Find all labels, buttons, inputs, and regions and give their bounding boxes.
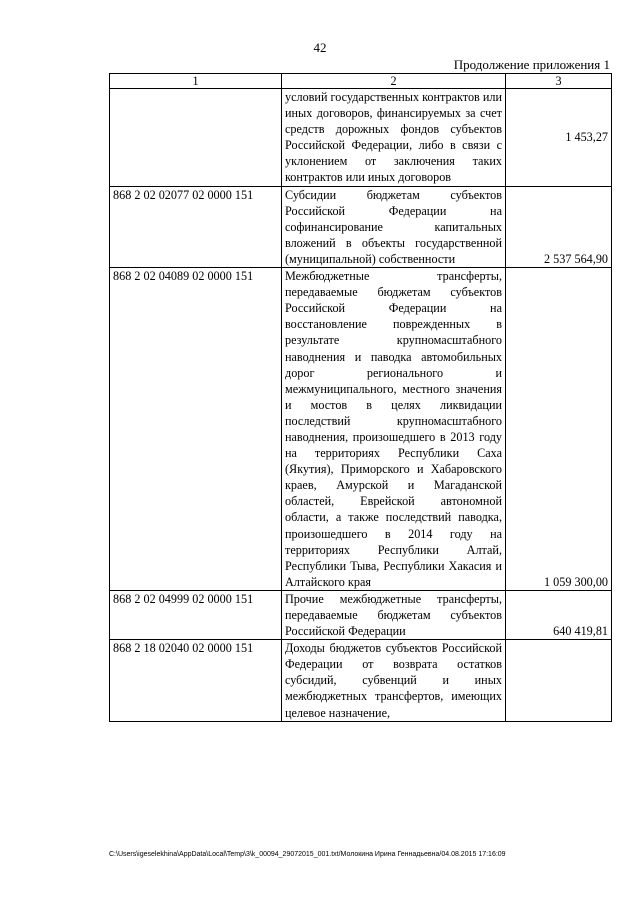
- footer-file-path: C:\Users\igeselekhina\AppData\Local\Temp\3\k_00094_29072015_001.txt/Молокина Ирина Геннадьевна/04.08.2015 17:16:09: [109, 851, 506, 858]
- row-amount: [506, 640, 612, 721]
- header-col-2: 2: [282, 74, 506, 89]
- row-amount: 1 453,27: [506, 89, 612, 187]
- table-row: [110, 89, 612, 187]
- table-row: [110, 268, 612, 591]
- row-description: Прочие межбюджетные трансферты, передаваемые бюджетам субъектов Российской Федерации: [282, 590, 506, 639]
- table-row: [110, 590, 612, 639]
- table-header-row: [110, 74, 612, 89]
- page-number: 42: [313, 40, 327, 55]
- row-description: условий государственных контрактов или иных договоров, финансируемых за счет средств дорожных фондов субъектов Российской Федерации, либо в связи с уклонением от заключения таких контрактов или иных договоров: [282, 89, 506, 187]
- row-amount: 2 537 564,90: [506, 186, 612, 267]
- row-code: 868 2 02 04999 02 0000 151: [110, 590, 282, 639]
- continuation-label: Продолжение приложения 1: [453, 57, 610, 72]
- row-description: Межбюджетные трансферты, передаваемые бюджетам субъектов Российской Федерации на восстановление поврежденных в результате крупномасштабного наводнения и паводка автомобильных дорог регионального и межмуниципального, местного значения и мостов в целях ликвидации последствий крупномасштабного наводнения, произошедшего в 2013 году на территориях Республики Саха (Якутия), Приморского и Хабаровского краев, Амурской и Магаданской областей, Еврейской автономной области, а также последствий паводка, произошедшего в 2014 году на территориях Республики Алтай, Республики Тыва, Республики Хакасия и Алтайского края: [282, 268, 506, 591]
- row-description: Субсидии бюджетам субъектов Российской Федерации на софинансирование капитальных вложений в объекты государственной (муниципальной) собственности: [282, 186, 506, 267]
- header-col-3: 3: [506, 74, 612, 89]
- row-code: [110, 89, 282, 187]
- row-description: Доходы бюджетов субъектов Российской Федерации от возврата остатков субсидий, субвенций и иных межбюджетных трансфертов, имеющих целевое назначение,: [282, 640, 506, 721]
- row-amount: 640 419,81: [506, 590, 612, 639]
- header-col-1: 1: [110, 74, 282, 89]
- revenue-table: [109, 73, 612, 722]
- table-row: [110, 186, 612, 267]
- row-code: 868 2 02 04089 02 0000 151: [110, 268, 282, 591]
- row-code: 868 2 18 02040 02 0000 151: [110, 640, 282, 721]
- table-row: [110, 640, 612, 721]
- row-code: 868 2 02 02077 02 0000 151: [110, 186, 282, 267]
- row-amount: 1 059 300,00: [506, 268, 612, 591]
